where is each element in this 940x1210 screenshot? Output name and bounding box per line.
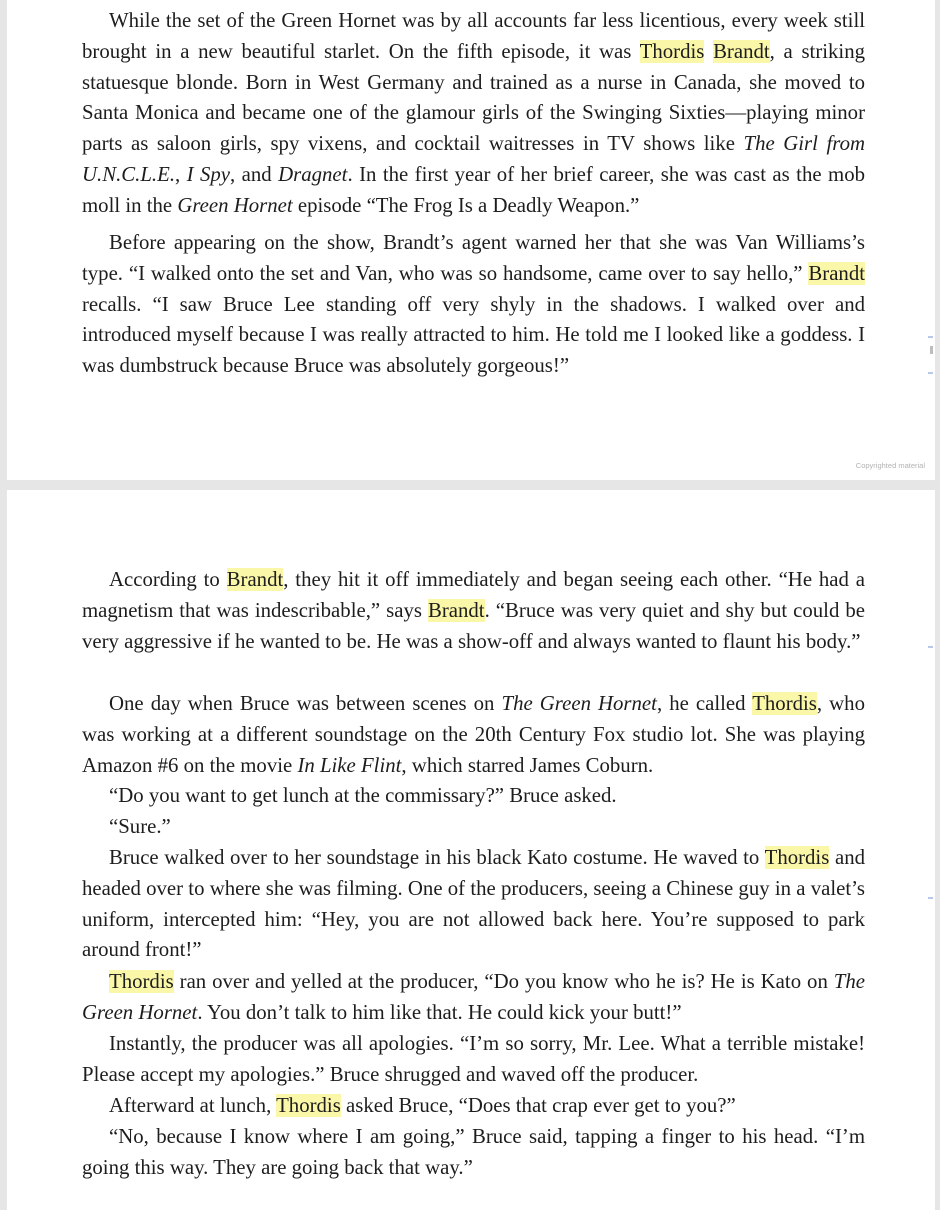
paragraph	[82, 812, 865, 843]
paragraph	[82, 781, 865, 812]
position-marker-icon	[928, 897, 933, 899]
paragraph	[82, 6, 865, 222]
italic-text: I Spy	[186, 162, 231, 186]
text-segment: Instantly, the producer was all apologies. “I’m so sorry, Mr. Lee. What a terrible mistake! Please accept my apologies.” Bruce shrugged and waved off the producer.	[82, 1032, 865, 1086]
highlighted-text[interactable]: Thordis	[752, 692, 817, 715]
paragraph	[82, 1091, 865, 1122]
page-edge-markers	[927, 0, 935, 480]
paragraph	[82, 689, 865, 781]
text-segment: , he called	[656, 692, 753, 715]
italic-text: The Green Hornet	[82, 970, 865, 1024]
page-edge-markers	[927, 490, 935, 1210]
highlighted-text[interactable]: Thordis	[639, 39, 705, 63]
text-segment: recalls. “I saw Bruce Lee standing off very shyly in the shadows. I walked over and introduced myself because I was really attracted to him. He told me I looked like a goddess. I was dumbstruck because Bruce was absolutely gorgeous!”	[82, 292, 865, 378]
text-segment: episode “The Frog Is a Deadly Weapon.”	[292, 193, 640, 217]
book-page-2	[7, 490, 935, 1210]
highlighted-text[interactable]: Thordis	[764, 846, 830, 869]
italic-text: The Girl from U.N.C.L.E.	[82, 132, 865, 186]
text-segment: . “Bruce was very quiet and shy but could be very aggressive if he wanted to be. He was a show-off and always wanted to flaunt his body.”	[82, 598, 865, 653]
highlighted-text[interactable]: Thordis	[109, 970, 174, 993]
text-segment: , they hit it off immediately and began seeing each other. “He had a magnetism that was indescribable,” says	[82, 568, 866, 622]
text-segment: , who was working at a different soundstage on the 20th Century Fox studio lot. She was playing Amazon #6 on the movie	[82, 692, 865, 777]
text-segment: “Do you want to get lunch at the commissary?” Bruce asked.	[109, 784, 617, 807]
paragraph	[82, 565, 865, 657]
text-segment: According to	[109, 568, 227, 591]
position-marker-icon	[928, 336, 933, 338]
text-segment: , which starred James Coburn.	[401, 753, 654, 777]
paragraph	[82, 1122, 865, 1184]
text-segment	[704, 40, 713, 63]
text-segment: ,	[175, 162, 187, 186]
text-segment: . You don’t talk to him like that. He could kick your butt!”	[197, 1000, 682, 1024]
text-segment: Afterward at lunch,	[109, 1094, 277, 1117]
text-segment: . In the first year of her brief career, she was cast as the mob moll in the	[82, 162, 865, 217]
scroll-indicator-icon	[930, 346, 933, 354]
italic-text: In Like Flint	[297, 753, 402, 777]
italic-text: Dragnet	[278, 162, 348, 186]
highlighted-text[interactable]: Thordis	[276, 1094, 341, 1117]
paragraph	[82, 1029, 865, 1091]
italic-text: Green Hornet	[177, 193, 293, 217]
paragraph	[82, 843, 865, 966]
position-marker-icon	[928, 372, 933, 374]
highlighted-text[interactable]: Brandt	[808, 261, 865, 285]
highlighted-text[interactable]: Brandt	[226, 568, 284, 591]
paragraph	[82, 228, 865, 382]
text-segment: and headed over to where she was filming. One of the producers, seeing a Chinese guy in a valet’s uniform, intercepted him: “Hey, you are not allowed back here. You’re supposed to park around front!”	[82, 846, 865, 962]
text-segment: , a striking statuesque blonde. Born in West Germany and trained as a nurse in Canada, she moved to Santa Monica and became one of the glamour girls of the Swinging Sixties—playing minor parts as saloon girls, spy vixens, and cocktail waitresses in TV shows like	[82, 39, 866, 156]
copyright-notice: Copyrighted material	[855, 461, 925, 470]
text-segment: One day when Bruce was between scenes on	[109, 692, 502, 715]
text-segment: While the set of the Green Hornet was by all accounts far less licentious, every week still brought in a new beautiful starlet. On the fifth episode, it was	[82, 9, 865, 63]
italic-text: The Green Hornet	[501, 692, 657, 715]
text-segment: Before appearing on the show, Brandt’s agent warned her that she was Van Williams’s type. “I walked onto the set and Van, who was so handsome, came over to say hello,”	[82, 231, 865, 285]
paragraph	[82, 967, 865, 1029]
text-segment: Bruce walked over to her soundstage in his black Kato costume. He waved to	[109, 846, 765, 869]
book-page-1	[7, 0, 935, 480]
text-segment: “No, because I know where I am going,” Bruce said, tapping a finger to his head. “I’m going this way. They are going back that way.”	[82, 1125, 865, 1179]
highlighted-text[interactable]: Brandt	[427, 598, 485, 622]
text-segment: “Sure.”	[109, 815, 171, 838]
text-segment: ran over and yelled at the producer, “Do you know who he is? He is Kato on	[173, 970, 834, 993]
text-segment: asked Bruce, “Does that crap ever get to you?”	[340, 1094, 736, 1117]
position-marker-icon	[928, 646, 933, 648]
highlighted-text[interactable]: Brandt	[713, 39, 770, 63]
text-segment: , and	[230, 162, 279, 186]
